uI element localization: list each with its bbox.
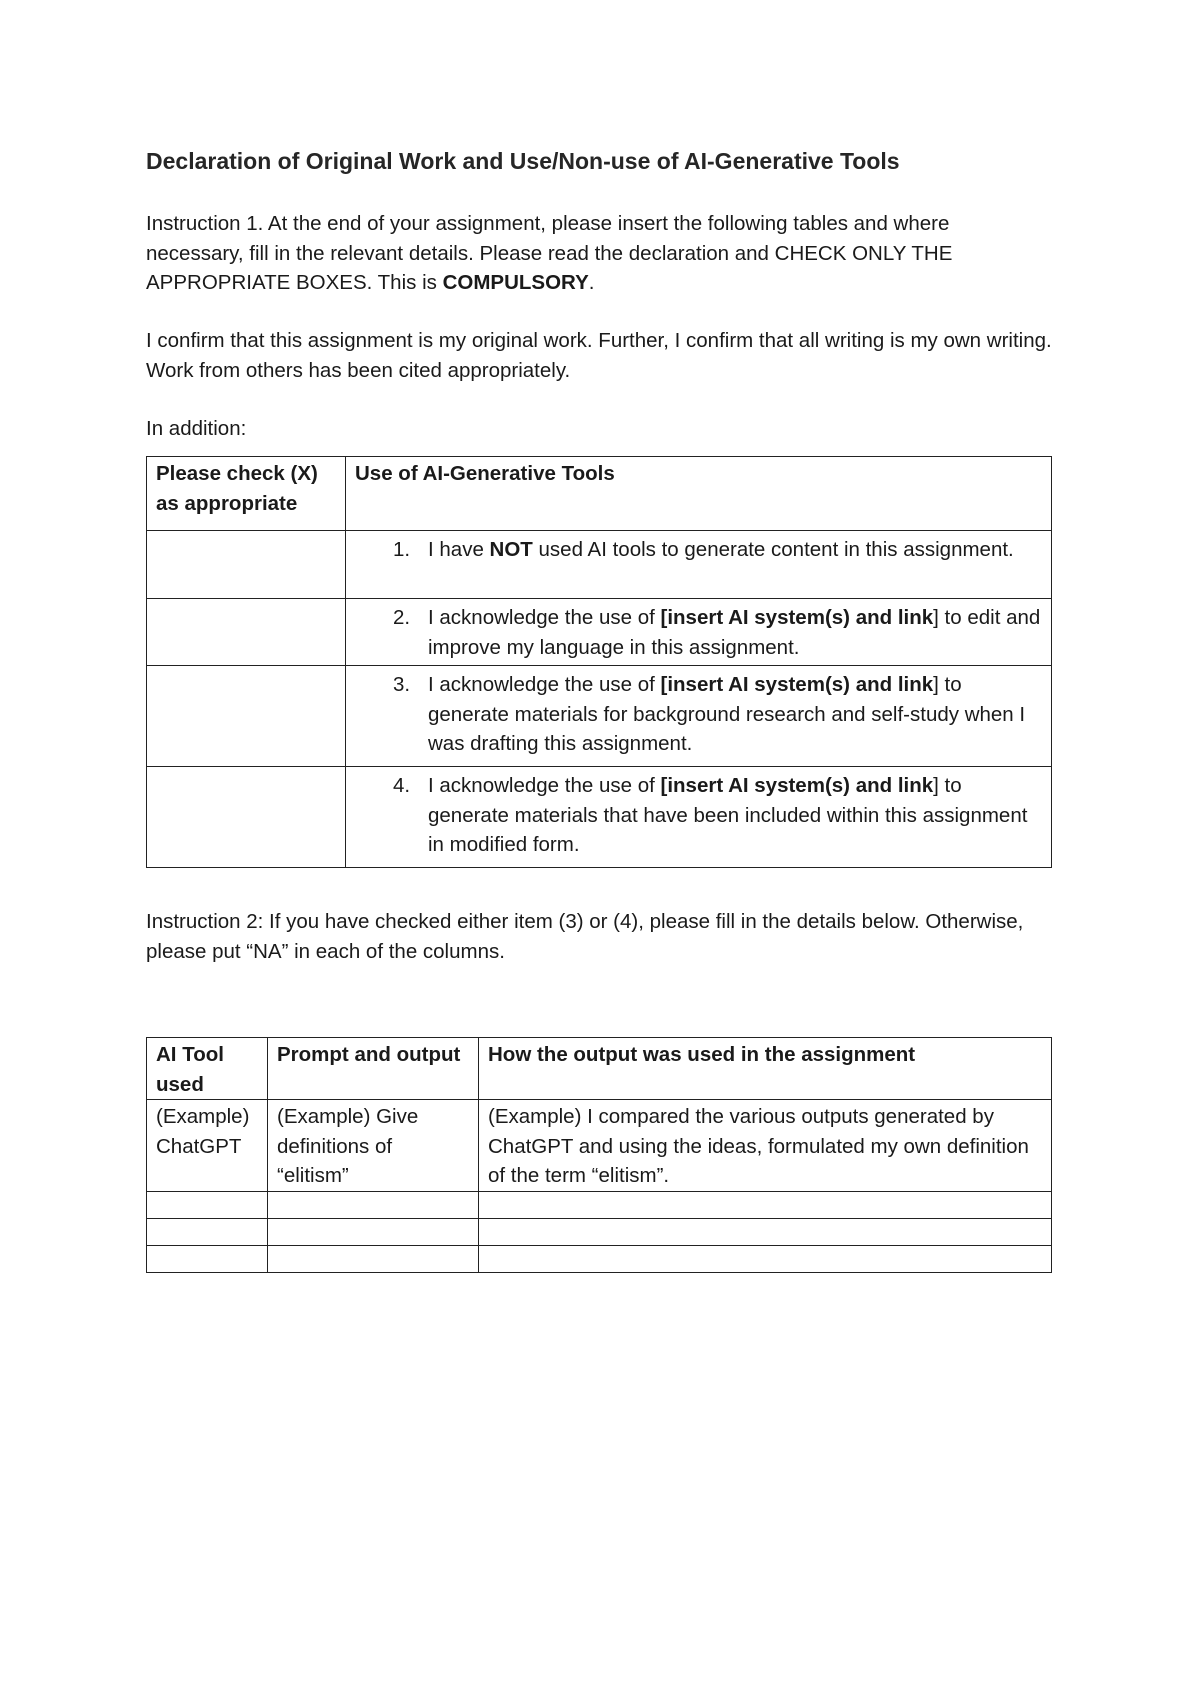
instruction-1-emphasis: COMPULSORY — [442, 271, 589, 294]
check-box-4[interactable] — [147, 767, 346, 868]
item-number: 3. — [393, 673, 411, 696]
check-box-2[interactable] — [147, 599, 346, 666]
header-prompt: Prompt and output — [268, 1038, 479, 1100]
example-prompt: (Example) Give definitions of “elitism” — [268, 1100, 479, 1192]
blank-cell[interactable] — [147, 1218, 268, 1245]
example-row — [147, 1100, 1052, 1192]
item-text: I acknowledge the use of [insert AI system(s) and link] to edit and improve my language in this assignment. — [428, 606, 1041, 659]
blank-row-1 — [147, 1191, 1052, 1218]
item-number: 2. — [393, 606, 411, 629]
item-text: I acknowledge the use of [insert AI system(s) and link] to generate materials that have been included within this assignment in modified form. — [428, 774, 1028, 856]
instruction-1 — [146, 209, 1052, 298]
header-use: Use of AI-Generative Tools — [346, 457, 1052, 531]
header-ai-tool: AI Tool used — [147, 1038, 268, 1100]
blank-cell[interactable] — [147, 1191, 268, 1218]
item-text: I have NOT used AI tools to generate content in this assignment. — [428, 538, 1014, 561]
declaration-row-2 — [147, 599, 1052, 666]
instruction-2: Instruction 2: If you have checked either item (3) or (4), please fill in the details below. Otherwise, please put “NA” in each of the columns. — [146, 910, 1024, 963]
declaration-row-3 — [147, 666, 1052, 767]
blank-row-3 — [147, 1245, 1052, 1272]
declaration-table — [146, 456, 1052, 868]
blank-cell[interactable] — [479, 1245, 1052, 1272]
declaration-item-1 — [346, 531, 1052, 599]
example-ai-tool: (Example) ChatGPT — [147, 1100, 268, 1192]
blank-cell[interactable] — [479, 1218, 1052, 1245]
blank-cell[interactable] — [479, 1191, 1052, 1218]
blank-cell[interactable] — [268, 1218, 479, 1245]
blank-row-2 — [147, 1218, 1052, 1245]
header-how-used: How the output was used in the assignment — [479, 1038, 1052, 1100]
blank-cell[interactable] — [268, 1245, 479, 1272]
document-title: Declaration of Original Work and Use/Non-use of AI-Generative Tools — [146, 148, 900, 174]
blank-cell[interactable] — [147, 1245, 268, 1272]
blank-cell[interactable] — [268, 1191, 479, 1218]
item-text: I acknowledge the use of [insert AI system(s) and link] to generate materials for background research and self-study when I was drafting this assignment. — [428, 673, 1026, 755]
declaration-item-2 — [346, 599, 1052, 666]
check-box-1[interactable] — [147, 531, 346, 599]
in-addition-label: In addition: — [146, 417, 247, 440]
item-number: 1. — [393, 538, 411, 561]
check-box-3[interactable] — [147, 666, 346, 767]
instruction-1-end: . — [588, 271, 595, 294]
declaration-item-4 — [346, 767, 1052, 868]
instruction-1-text: Instruction 1. At the end of your assignment, please insert the following tables and where necessary, fill in the relevant details. Please read the declaration and CHECK ONLY THE APPROPRIATE BOXES. This is — [146, 212, 953, 294]
confirmation-paragraph: I confirm that this assignment is my original work. Further, I confirm that all writing is my own writing. Work from others has been cited appropriately. — [146, 329, 1052, 382]
details-header-row — [147, 1038, 1052, 1100]
example-how-used: (Example) I compared the various outputs generated by ChatGPT and using the ideas, formulated my own definition of the term “elitism”. — [479, 1100, 1052, 1192]
item-number: 4. — [393, 774, 411, 797]
declaration-row-4 — [147, 767, 1052, 868]
declaration-item-3 — [346, 666, 1052, 767]
ai-details-table — [146, 1037, 1052, 1273]
declaration-row-1 — [147, 531, 1052, 599]
declaration-header-row — [147, 457, 1052, 531]
header-check: Please check (X) as appropriate — [147, 457, 346, 531]
